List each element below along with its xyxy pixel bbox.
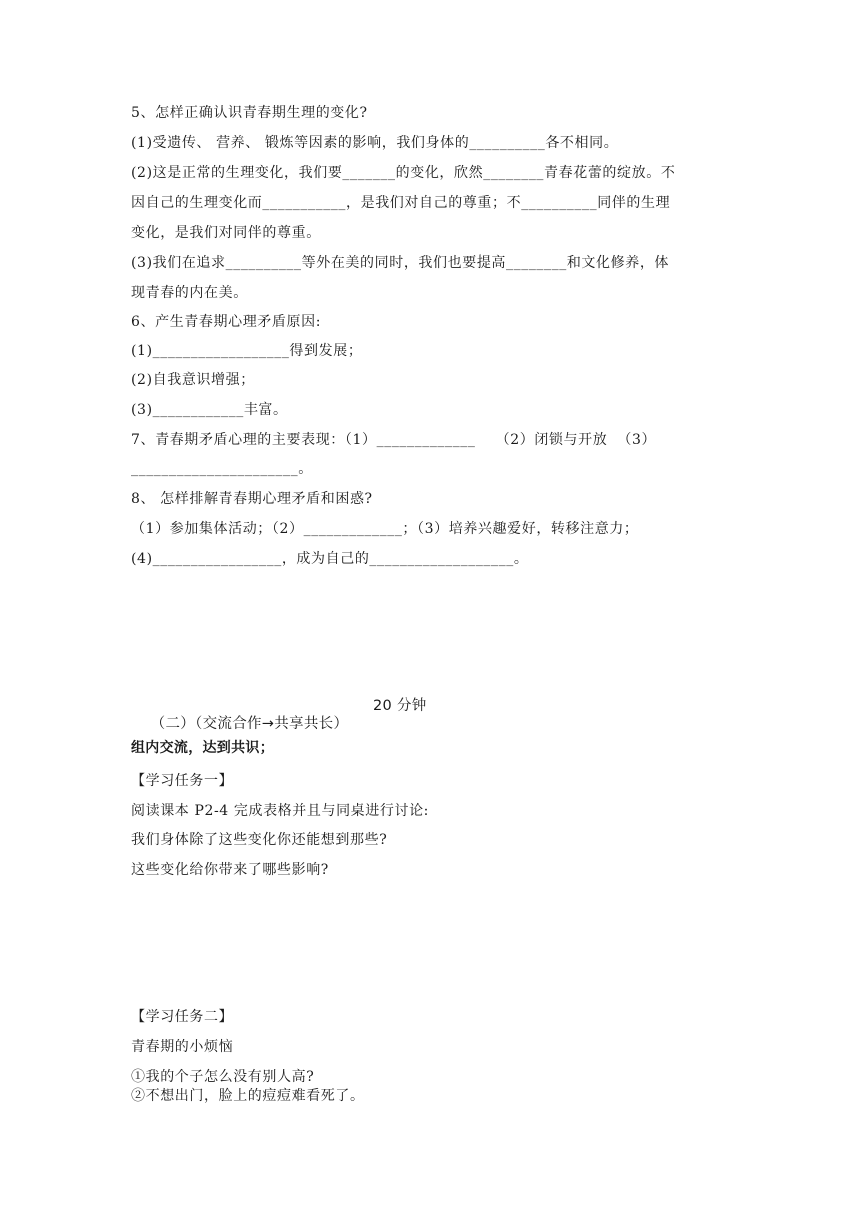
q8-line-1: （1）参加集体活动；（2）_____________；（3）培养兴趣爱好，转移注意力； (131, 521, 639, 537)
task1-line-3: 这些变化给你带来了哪些影响? (131, 862, 329, 878)
q7-line-2: ______________________。 (131, 461, 313, 477)
q8-line-2: (4)_________________，成为自己的___________________。 (131, 551, 529, 567)
q8-title: 8、 怎样排解青春期心理矛盾和困惑? (131, 491, 373, 507)
q5-item-2-line-2: 因自己的生理变化而___________，是我们对自己的尊重；不__________同伴的生理 (131, 195, 671, 211)
section-heading (131, 697, 427, 769)
q5-item-3-line-2: 现青春的内在美。 (131, 285, 248, 301)
q5-item-2-line-1: (2)这是正常的生理变化，我们要_______的变化，欣然________青春花蕾的绽放。不 (131, 165, 676, 181)
q6-item-2: (2)自我意识增强； (131, 372, 255, 388)
task2-line-3: ②不想出门，脸上的痘痘难看死了。 (131, 1088, 365, 1104)
q6-item-3: (3)____________丰富。 (131, 402, 288, 418)
q5-item-3-line-1: (3)我们在追求__________等外在美的同时，我们也要提高________和文化修养，体 (131, 255, 670, 271)
task1-line-2: 我们身体除了这些变化你还能想到那些? (131, 832, 388, 848)
section-time: 20 分钟 (373, 698, 427, 714)
q7-line-1: 7、青春期矛盾心理的主要表现：（1）_____________ （2）闭锁与开放 （3） (131, 432, 657, 448)
q5-item-2-line-3: 变化，是我们对同伴的尊重。 (131, 225, 321, 241)
section-subheading: 组内交流，达到共识； (131, 740, 274, 756)
task2-line-1: 青春期的小烦恼 (131, 1039, 234, 1055)
task2-title: 【学习任务二】 (131, 1009, 234, 1025)
task2-line-2: ①我的个子怎么没有别人高? (131, 1069, 315, 1085)
q6-title: 6、产生青春期心理矛盾原因: (131, 314, 322, 330)
section-heading-text: （二）（交流合作→共享共长） (150, 716, 349, 732)
task1-title: 【学习任务一】 (131, 773, 234, 789)
q5-item-1: (1)受遗传、 营养、 锻炼等因素的影响，我们身体的__________各不相同。 (131, 135, 619, 151)
q6-item-1: (1)__________________得到发展； (131, 343, 363, 359)
q5-title: 5、怎样正确认识青春期生理的变化? (131, 105, 368, 121)
task1-line-1: 阅读课本 P2-4 完成表格并且与同桌进行讨论: (131, 803, 429, 819)
